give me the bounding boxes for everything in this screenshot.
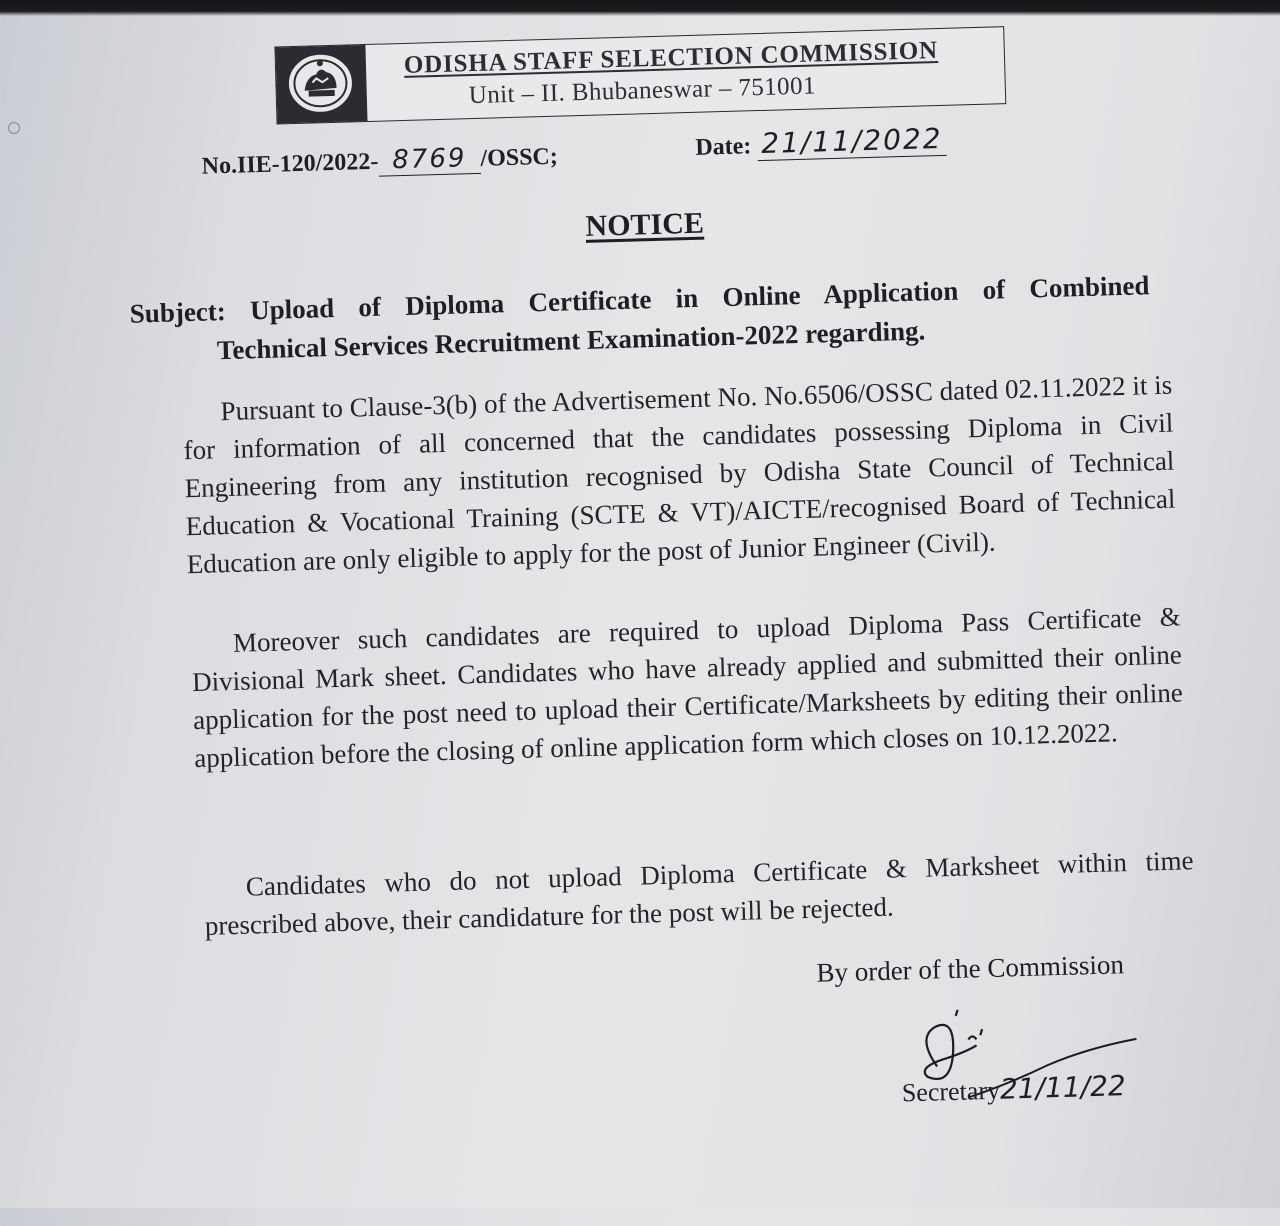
by-order-line: By order of the Commission [816,949,1125,988]
reference-number-handwritten: 8769 [378,143,481,177]
organization-name: ODISHA STAFF SELECTION COMMISSION [403,37,939,79]
subject-text-1: Upload of Diploma Certificate in Online Application of Combined [249,270,1150,326]
odisha-emblem-icon [286,51,356,115]
organization-address: Unit – II. Bhubaneswar – 751001 [468,72,817,110]
subject [129,265,1191,373]
date-label: Date: [695,133,752,161]
notice-date [695,122,947,163]
paragraph-rejection: Candidates who do not upload Diploma Certificate & Marksheet within time prescribed above, their candidature for the post will be rejected. [204,845,1194,941]
subject-label: Subject: [129,296,227,329]
emblem-box [275,45,367,123]
paragraph-upload-requirement: Moreover such candidates are required to upload Diploma Pass Certificate & Divisional Mark sheet. Candidates who have already applied and submitted their online application for the post need to upload their Certificate/Marksheets by editing their online application before the closing of online application form which closes on 10.12.2022. [191,601,1184,774]
notice-title: NOTICE [585,206,705,243]
designation-text: Secretary [901,1075,1001,1108]
signatory-designation [901,1069,1126,1108]
reference-number [201,141,558,182]
signature-date: 21/11/22 [999,1069,1127,1106]
reference-prefix: No.IIE-120/2022- [201,148,379,180]
date-handwritten: 21/11/2022 [757,122,947,161]
letterhead [274,26,1006,124]
reference-suffix: /OSSC; [480,143,559,172]
subject-line-2: Technical Services Recruitment Examination-2022 regarding. [216,315,926,366]
paragraph-eligibility: Pursuant to Clause-3(b) of the Advertisement No. No.6506/OSSC dated 02.11.2022 it is for information of all concerned that the candidates possessing Diploma in Civil Engineering from any institution recognised by Odisha State Council of Technical Education & Vocational Training (SCTE & VT)/AICTE/recognised Board of Technical Education are only eligible to apply for the post of Junior Engineer (Civil). [183,369,1176,580]
